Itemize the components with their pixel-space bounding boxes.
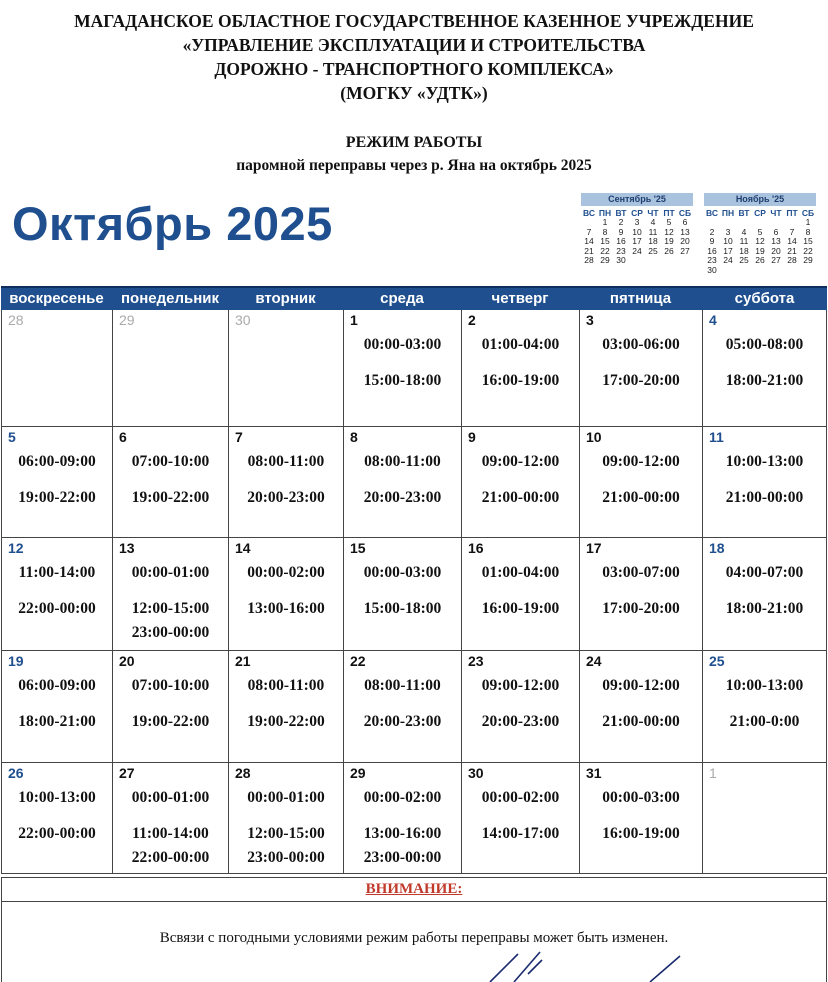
- ferry-time-slot: 09:00-12:00: [481, 453, 560, 470]
- day-number: 12: [8, 540, 24, 556]
- mini-day: 15: [600, 236, 610, 246]
- mini-day: 8: [805, 226, 811, 237]
- ferry-time-slot: 00:00-03:00: [602, 789, 680, 806]
- day-number: 8: [350, 429, 358, 445]
- ferry-time-slot: 19:00-22:00: [131, 713, 210, 730]
- weekday-header: понедельник: [120, 290, 220, 307]
- calendar-grid: [1, 286, 827, 874]
- mini-day: 14: [787, 236, 797, 246]
- day-cell: [343, 427, 461, 537]
- mini-weekday: ЧТ: [770, 208, 782, 218]
- day-cell: [579, 651, 702, 762]
- mini-weekday: ПН: [721, 208, 735, 218]
- day-number: 29: [119, 312, 135, 328]
- ferry-time-slot: 06:00-09:00: [18, 677, 96, 694]
- day-cell: [702, 427, 827, 537]
- ferry-time-slot: 11:00-14:00: [132, 825, 209, 842]
- mini-day: 7: [586, 226, 592, 237]
- day-number: 16: [468, 540, 484, 556]
- day-cell: [579, 310, 702, 426]
- day-cell: [1, 763, 112, 873]
- mini-day: [677, 256, 693, 266]
- mini-day: 7: [789, 226, 795, 237]
- mini-day: 2: [709, 226, 715, 237]
- mini-day: 1: [602, 217, 608, 227]
- ferry-time-slot: 23:00-00:00: [363, 849, 442, 866]
- day-cell: [343, 763, 461, 873]
- ferry-time-slot: 08:00-11:00: [364, 453, 441, 470]
- mini-day: 13: [680, 226, 690, 237]
- org-abbreviation: (МОГКУ «УДТК»): [340, 83, 488, 103]
- day-cell: [702, 538, 827, 650]
- schedule-subtitle: паромной переправы через р. Яна на октябрь 2025: [236, 157, 592, 174]
- day-number: 2: [468, 312, 476, 328]
- mini-weekday: СР: [631, 208, 643, 218]
- day-number: 18: [709, 540, 725, 556]
- day-number: 24: [586, 653, 602, 669]
- ferry-time-slot: 09:00-12:00: [602, 453, 680, 470]
- ferry-time-slot: 15:00-18:00: [363, 372, 442, 389]
- ferry-time-slot: 08:00-11:00: [364, 677, 441, 694]
- mini-day: [800, 266, 816, 276]
- mini-day: 24: [723, 255, 733, 265]
- weekday-header: суббота: [734, 290, 795, 307]
- ferry-time-slot: 16:00-19:00: [481, 372, 560, 389]
- mini-day: 11: [648, 226, 658, 237]
- mini-day: 21: [584, 245, 594, 256]
- warning-text: Всвязи с погодными условиями режим работы переправы может быть изменен.: [159, 930, 669, 946]
- mini-day: 18: [648, 236, 658, 246]
- mini-calendar-title: Ноябрь '25: [704, 193, 816, 206]
- mini-day: 6: [773, 226, 779, 237]
- day-cell: [112, 763, 228, 873]
- mini-day: 29: [803, 255, 813, 265]
- mini-day: 13: [771, 236, 781, 246]
- ferry-time-slot: 07:00-10:00: [131, 677, 210, 694]
- ferry-time-slot: 20:00-23:00: [363, 713, 442, 730]
- day-cell: [702, 763, 827, 873]
- day-number: 13: [119, 540, 135, 556]
- ferry-time-slot: 13:00-16:00: [247, 600, 325, 617]
- day-number: 1: [350, 312, 358, 328]
- day-number: 27: [119, 765, 135, 781]
- mini-day: 9: [709, 236, 715, 246]
- day-number: 26: [8, 765, 24, 781]
- day-cell: [461, 651, 579, 762]
- day-cell: [112, 538, 228, 650]
- day-cell: [1, 538, 112, 650]
- mini-weekday: ВТ: [615, 208, 627, 218]
- mini-day: 18: [739, 245, 749, 256]
- ferry-time-slot: 21:00-00:00: [725, 489, 804, 506]
- mini-day: 24: [632, 245, 642, 256]
- day-cell: [1, 651, 112, 762]
- day-cell: [579, 538, 702, 650]
- ferry-time-slot: 12:00-15:00: [247, 825, 325, 842]
- mini-day: 4: [650, 217, 656, 227]
- mini-day: 15: [803, 236, 813, 246]
- day-cell: [1, 427, 112, 537]
- ferry-time-slot: 22:00-00:00: [18, 600, 96, 617]
- ferry-time-slot: 23:00-00:00: [131, 624, 210, 641]
- day-cell: [343, 651, 461, 762]
- weekday-header: пятница: [609, 290, 672, 307]
- ferry-time-slot: 07:00-10:00: [131, 453, 210, 470]
- mini-day: 14: [584, 236, 594, 246]
- ferry-time-slot: 20:00-23:00: [247, 489, 325, 506]
- mini-calendar-september: [581, 193, 693, 266]
- mini-day: 10: [723, 236, 733, 246]
- day-cell: [461, 310, 579, 426]
- mini-day: 27: [771, 255, 781, 265]
- ferry-time-slot: 12:00-15:00: [131, 600, 210, 617]
- mini-day: 25: [648, 245, 658, 256]
- mini-calendar-november: [704, 193, 816, 275]
- ferry-time-slot: 17:00-20:00: [602, 600, 680, 617]
- mini-day: [784, 266, 800, 276]
- day-number: 6: [119, 429, 127, 445]
- mini-day: 9: [618, 226, 624, 237]
- day-number: 11: [709, 429, 724, 445]
- mini-day: 25: [739, 255, 749, 265]
- ferry-time-slot: 10:00-13:00: [18, 789, 96, 806]
- ferry-time-slot: 17:00-20:00: [602, 372, 680, 389]
- mini-day: 2: [618, 217, 624, 227]
- mini-day: 20: [680, 236, 690, 246]
- ferry-time-slot: 13:00-16:00: [363, 825, 442, 842]
- ferry-time-slot: 00:00-03:00: [363, 564, 442, 581]
- ferry-time-slot: 19:00-22:00: [247, 713, 325, 730]
- mini-day: [661, 256, 677, 266]
- week-row: [1, 427, 827, 538]
- day-cell: [228, 310, 343, 426]
- mini-day: 3: [634, 217, 640, 227]
- day-cell: [343, 538, 461, 650]
- day-number: 19: [8, 653, 24, 669]
- weekday-header: среда: [380, 290, 424, 307]
- weekday-header: вторник: [255, 290, 316, 307]
- ferry-time-slot: 23:00-00:00: [247, 849, 325, 866]
- ferry-time-slot: 04:00-07:00: [725, 564, 804, 581]
- ferry-time-slot: 21:00-0:00: [729, 713, 800, 730]
- ferry-time-slot: 00:00-01:00: [131, 564, 210, 581]
- ferry-time-slot: 18:00-21:00: [725, 372, 804, 389]
- mini-day: [720, 266, 736, 276]
- ferry-time-slot: 09:00-12:00: [481, 677, 560, 694]
- mini-day: 10: [632, 226, 642, 237]
- day-number: 30: [235, 312, 251, 328]
- day-cell: [112, 427, 228, 537]
- day-cell: [1, 310, 112, 426]
- mini-day: 12: [664, 226, 674, 237]
- day-number: 25: [709, 653, 725, 669]
- mini-weekday: СР: [754, 208, 766, 218]
- day-number: 1: [709, 765, 717, 781]
- ferry-time-slot: 00:00-02:00: [481, 789, 560, 806]
- mini-day: [752, 266, 768, 276]
- mini-weekday: ВТ: [738, 208, 750, 218]
- day-number: 23: [468, 653, 484, 669]
- mini-day: 19: [664, 236, 674, 246]
- ferry-time-slot: 00:00-01:00: [131, 789, 210, 806]
- weekday-header: четверг: [491, 290, 549, 307]
- mini-calendar-weekdays: [704, 208, 816, 218]
- mini-weekday: СБ: [678, 208, 692, 218]
- day-cell: [702, 651, 827, 762]
- mini-day: 28: [787, 255, 797, 265]
- mini-day: 30: [707, 264, 717, 275]
- week-row: [1, 310, 827, 427]
- mini-weekday: ПТ: [786, 208, 798, 218]
- mini-day: 3: [725, 226, 731, 237]
- day-number: 10: [586, 429, 602, 445]
- ferry-time-slot: 20:00-23:00: [481, 713, 560, 730]
- ferry-time-slot: 15:00-18:00: [363, 600, 442, 617]
- day-cell: [228, 427, 343, 537]
- mini-calendar-grid: [704, 218, 816, 275]
- mini-day: 17: [632, 236, 642, 246]
- day-cell: [228, 763, 343, 873]
- ferry-time-slot: 00:00-02:00: [247, 564, 325, 581]
- day-number: 15: [350, 540, 366, 556]
- day-cell: [343, 310, 461, 426]
- mini-day: [645, 256, 661, 266]
- mini-day: 17: [723, 245, 733, 256]
- ferry-time-slot: 21:00-00:00: [481, 489, 560, 506]
- weekday-header-row: [1, 286, 827, 310]
- day-number: 29: [350, 765, 366, 781]
- mini-weekday: ВС: [706, 208, 718, 218]
- week-row: [1, 651, 827, 763]
- ferry-time-slot: 06:00-09:00: [18, 453, 96, 470]
- mini-day: 5: [757, 226, 763, 237]
- ferry-time-slot: 18:00-21:00: [18, 713, 96, 730]
- day-cell: [579, 763, 702, 873]
- org-name-line-1: МАГАДАНСКОЕ ОБЛАСТНОЕ ГОСУДАРСТВЕННОЕ КАЗЕННОЕ УЧРЕЖДЕНИЕ: [74, 11, 754, 31]
- mini-calendar-title: Сентябрь '25: [581, 193, 693, 206]
- day-number: 31: [586, 765, 602, 781]
- ferry-time-slot: 11:00-14:00: [18, 564, 96, 581]
- day-number: 28: [8, 312, 24, 328]
- mini-weekday: ПН: [598, 208, 612, 218]
- week-row: [1, 538, 827, 651]
- schedule-title: РЕЖИМ РАБОТЫ: [345, 134, 483, 151]
- mini-weekday: ЧТ: [647, 208, 659, 218]
- ferry-time-slot: 10:00-13:00: [725, 453, 804, 470]
- ferry-time-slot: 00:00-03:00: [363, 336, 442, 353]
- day-number: 7: [235, 429, 243, 445]
- mini-day: 29: [600, 255, 610, 265]
- ferry-time-slot: 21:00-00:00: [602, 713, 680, 730]
- mini-day: 12: [755, 236, 765, 246]
- ferry-time-slot: 09:00-12:00: [602, 677, 680, 694]
- ferry-time-slot: 16:00-19:00: [602, 825, 680, 842]
- mini-day: [768, 266, 784, 276]
- day-cell: [461, 538, 579, 650]
- mini-calendar-grid: [581, 218, 693, 266]
- weekday-header: воскресенье: [9, 290, 104, 307]
- day-cell: [702, 310, 827, 426]
- mini-day: 22: [803, 245, 813, 256]
- day-number: 17: [586, 540, 602, 556]
- day-cell: [228, 538, 343, 650]
- ferry-time-slot: 08:00-11:00: [247, 453, 325, 470]
- ferry-time-slot: 14:00-17:00: [481, 825, 560, 842]
- ferry-time-slot: 22:00-00:00: [18, 825, 96, 842]
- mini-day: 23: [707, 255, 717, 265]
- calendar-body: [1, 310, 827, 874]
- day-cell: [112, 651, 228, 762]
- mini-day: 16: [616, 236, 626, 246]
- mini-day: 23: [616, 245, 626, 256]
- mini-day: [736, 266, 752, 276]
- ferry-time-slot: 03:00-06:00: [602, 336, 680, 353]
- mini-day: 4: [741, 226, 747, 237]
- day-number: 28: [235, 765, 251, 781]
- ferry-time-slot: 18:00-21:00: [725, 600, 804, 617]
- mini-day: 20: [771, 245, 781, 256]
- day-cell: [461, 427, 579, 537]
- mini-day: 5: [666, 217, 672, 227]
- mini-day: 8: [602, 226, 608, 237]
- day-number: 9: [468, 429, 476, 445]
- ferry-time-slot: 00:00-01:00: [247, 789, 325, 806]
- ferry-time-slot: 05:00-08:00: [725, 336, 804, 353]
- ferry-time-slot: 00:00-02:00: [363, 789, 442, 806]
- warning-title: ВНИМАНИЕ:: [1, 877, 827, 902]
- day-number: 5: [8, 429, 16, 445]
- mini-day: 21: [787, 245, 797, 256]
- month-title: Октябрь 2025: [12, 197, 333, 250]
- day-cell: [228, 651, 343, 762]
- day-number: 4: [709, 312, 717, 328]
- mini-day: 22: [600, 245, 610, 256]
- mini-day: 11: [739, 236, 749, 246]
- ferry-time-slot: 03:00-07:00: [602, 564, 680, 581]
- day-cell: [461, 763, 579, 873]
- ferry-time-slot: 16:00-19:00: [481, 600, 560, 617]
- mini-day: 16: [707, 245, 717, 256]
- day-number: 30: [468, 765, 484, 781]
- ferry-time-slot: 01:00-04:00: [481, 336, 560, 353]
- ferry-time-slot: 19:00-22:00: [18, 489, 96, 506]
- day-number: 3: [586, 312, 594, 328]
- mini-day: 1: [805, 217, 811, 227]
- mini-day: 28: [584, 255, 594, 265]
- mini-weekday: СБ: [801, 208, 815, 218]
- mini-day: 26: [755, 255, 765, 265]
- mini-day: 26: [664, 245, 674, 256]
- mini-day: 30: [616, 255, 626, 265]
- mini-day: 27: [680, 245, 690, 256]
- ferry-time-slot: 10:00-13:00: [725, 677, 804, 694]
- mini-day: 19: [755, 245, 765, 256]
- org-name-line-2: «УПРАВЛЕНИЕ ЭКСПЛУАТАЦИИ И СТРОИТЕЛЬСТВА: [182, 35, 646, 55]
- day-number: 14: [235, 540, 251, 556]
- mini-weekday: ПТ: [663, 208, 675, 218]
- day-number: 21: [235, 653, 251, 669]
- ferry-time-slot: 19:00-22:00: [131, 489, 210, 506]
- day-cell: [112, 310, 228, 426]
- ferry-time-slot: 20:00-23:00: [363, 489, 442, 506]
- signature-mark: [480, 950, 700, 982]
- mini-day: 6: [682, 217, 688, 227]
- ferry-time-slot: 08:00-11:00: [247, 677, 325, 694]
- day-cell: [579, 427, 702, 537]
- ferry-time-slot: 21:00-00:00: [602, 489, 680, 506]
- day-number: 20: [119, 653, 135, 669]
- week-row: [1, 763, 827, 874]
- mini-day: [629, 256, 645, 266]
- ferry-time-slot: 22:00-00:00: [131, 849, 210, 866]
- ferry-time-slot: 01:00-04:00: [481, 564, 560, 581]
- mini-weekday: ВС: [583, 208, 595, 218]
- day-number: 22: [350, 653, 366, 669]
- org-name-line-3: ДОРОЖНО - ТРАНСПОРТНОГО КОМПЛЕКСА»: [214, 59, 614, 79]
